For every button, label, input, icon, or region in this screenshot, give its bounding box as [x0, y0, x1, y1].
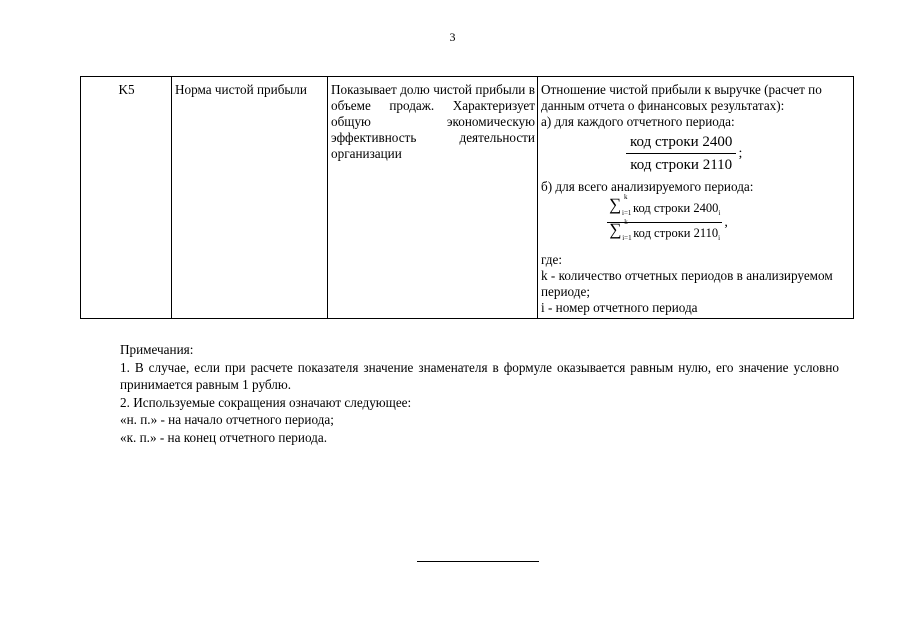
abbreviation-1: «н. п.» - на начало отчетного периода; — [120, 412, 334, 427]
indicator-name: Норма чистой прибыли — [172, 77, 328, 319]
note-1: 1. В случае, если при расчете показателя значение знаменателя в формуле оказывается равным нулю, его значение условно принимается равным 1 рублю. — [120, 359, 839, 392]
part-a-label: а) для каждого отчетного периода: — [541, 114, 735, 129]
fraction-a-denominator: код строки 2110 — [630, 157, 733, 173]
fraction-a-trail: ; — [738, 145, 743, 161]
sum-symbol-top: ∑ k i=1 — [609, 193, 632, 217]
indicator-code: K5 — [81, 77, 172, 319]
notes-section — [80, 341, 839, 446]
method-intro: Отношение чистой прибыли к выручке (расчет по данным отчета о финансовых результатах): — [541, 82, 822, 113]
note-2: 2. Используемые сокращения означают следующее: — [120, 394, 412, 410]
fraction-b-numerator: ∑ k i=1 код строки $2400_i$ — [609, 193, 721, 217]
page-number: 3 — [449, 30, 456, 44]
definition-k: k - количество отчетных периодов в анализируемом периоде; — [541, 268, 833, 299]
abbreviation-2: «к. п.» - на конец отчетного периода. — [120, 429, 328, 445]
indicator-table — [80, 76, 854, 319]
fraction-b — [607, 193, 722, 246]
indicator-description: Показывает долю чистой прибыли в объеме продаж. Характеризует общую экономическую эффективность деятельности организации — [328, 77, 538, 319]
definition-i: i - номер отчетного периода — [541, 300, 698, 315]
fraction-b-trail: , — [724, 214, 728, 230]
part-b-label: б) для всего анализируемого периода: — [541, 179, 754, 194]
notes-title: Примечания: — [120, 342, 194, 357]
formula-b — [541, 193, 851, 246]
fraction-b-denominator: ∑ k i=1 код строки $2110_i$ — [609, 218, 721, 242]
where-label: где: — [541, 252, 562, 267]
table-row — [81, 77, 854, 319]
footnote-divider — [417, 561, 539, 562]
formula-a — [541, 132, 851, 175]
fraction-a-bar — [626, 153, 736, 154]
calculation-method — [538, 77, 854, 319]
fraction-a — [626, 132, 736, 175]
fraction-a-numerator: код строки 2400 — [630, 134, 733, 150]
sum-symbol-bottom: ∑ k i=1 — [609, 218, 632, 242]
